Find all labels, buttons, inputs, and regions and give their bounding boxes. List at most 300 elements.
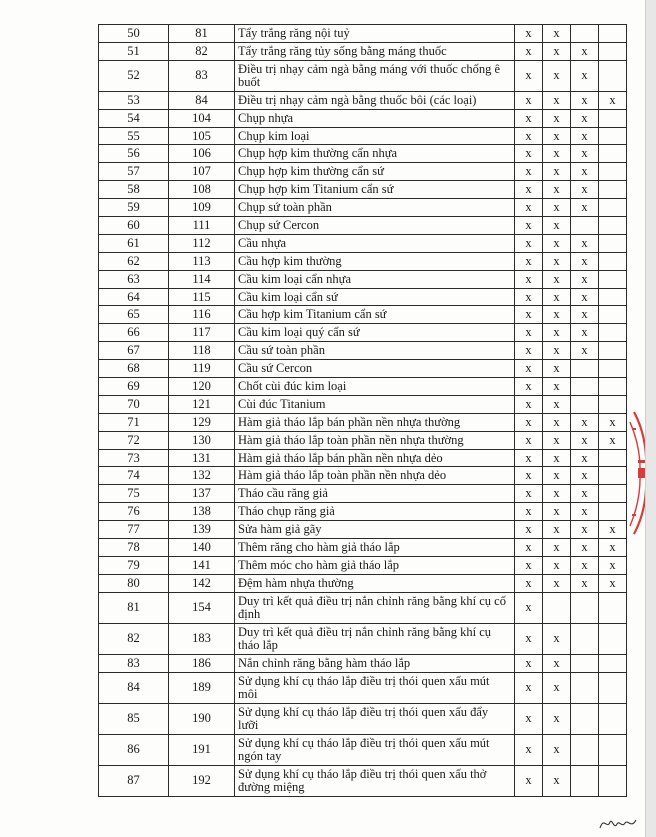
procedure-code: 190 <box>169 703 235 734</box>
procedure-name: Sử dụng khí cụ tháo lắp điều trị thói quen xấu mút ngón tay <box>235 734 515 765</box>
level-mark-4 <box>599 342 627 360</box>
level-mark-4: x <box>599 539 627 557</box>
procedure-name: Duy trì kết quả điều trị nắn chỉnh răng bằng khí cụ tháo lắp <box>235 623 515 654</box>
level-mark-4 <box>599 42 627 60</box>
level-mark-4 <box>599 592 627 623</box>
row-number: 79 <box>99 556 169 574</box>
table-row <box>99 623 627 654</box>
level-mark-1: x <box>515 181 543 199</box>
procedure-code: 183 <box>169 623 235 654</box>
table-row <box>99 360 627 378</box>
procedure-name: Chụp sứ toàn phần <box>235 199 515 217</box>
level-mark-1: x <box>515 145 543 163</box>
level-mark-4 <box>599 467 627 485</box>
level-mark-2: x <box>543 145 571 163</box>
table-row <box>99 217 627 235</box>
level-mark-3: x <box>571 574 599 592</box>
procedure-code: 154 <box>169 592 235 623</box>
level-mark-2: x <box>543 734 571 765</box>
level-mark-1: x <box>515 654 543 672</box>
level-mark-1: x <box>515 127 543 145</box>
procedure-name: Cầu hợp kim Titanium cẩn sứ <box>235 306 515 324</box>
procedure-name: Đệm hàm nhựa thường <box>235 574 515 592</box>
level-mark-3: x <box>571 109 599 127</box>
table-row <box>99 765 627 796</box>
level-mark-4 <box>599 270 627 288</box>
level-mark-2: x <box>543 395 571 413</box>
level-mark-3: x <box>571 270 599 288</box>
table-body <box>99 25 627 797</box>
level-mark-2: x <box>543 413 571 431</box>
level-mark-3: x <box>571 467 599 485</box>
procedure-name: Tẩy trắng răng tủy sống bằng máng thuốc <box>235 42 515 60</box>
row-number: 50 <box>99 25 169 43</box>
row-number: 75 <box>99 485 169 503</box>
level-mark-1: x <box>515 556 543 574</box>
level-mark-3 <box>571 395 599 413</box>
procedure-name: Chụp nhựa <box>235 109 515 127</box>
level-mark-4 <box>599 765 627 796</box>
level-mark-4: x <box>599 521 627 539</box>
right-edge-strip <box>645 0 656 837</box>
procedure-name: Chụp hợp kim Titanium cẩn sứ <box>235 181 515 199</box>
level-mark-3: x <box>571 306 599 324</box>
procedure-code: 84 <box>169 91 235 109</box>
level-mark-3: x <box>571 91 599 109</box>
level-mark-4 <box>599 623 627 654</box>
procedure-code: 107 <box>169 163 235 181</box>
level-mark-4 <box>599 360 627 378</box>
row-number: 59 <box>99 199 169 217</box>
level-mark-2: x <box>543 654 571 672</box>
level-mark-3 <box>571 360 599 378</box>
level-mark-2: x <box>543 306 571 324</box>
level-mark-3: x <box>571 288 599 306</box>
level-mark-2: x <box>543 109 571 127</box>
procedure-code: 137 <box>169 485 235 503</box>
level-mark-1: x <box>515 503 543 521</box>
level-mark-1: x <box>515 360 543 378</box>
level-mark-4: x <box>599 413 627 431</box>
level-mark-4: x <box>599 431 627 449</box>
procedure-code: 120 <box>169 378 235 396</box>
level-mark-4 <box>599 288 627 306</box>
level-mark-1: x <box>515 449 543 467</box>
procedure-code: 130 <box>169 431 235 449</box>
table-row <box>99 181 627 199</box>
level-mark-4 <box>599 734 627 765</box>
procedure-name: Tháo chụp răng giả <box>235 503 515 521</box>
procedure-code: 114 <box>169 270 235 288</box>
table-row <box>99 654 627 672</box>
level-mark-1: x <box>515 623 543 654</box>
procedure-name: Tháo cầu răng giả <box>235 485 515 503</box>
row-number: 54 <box>99 109 169 127</box>
level-mark-4: x <box>599 556 627 574</box>
procedure-code: 115 <box>169 288 235 306</box>
procedure-code: 83 <box>169 60 235 91</box>
procedure-name: Chụp hợp kim thường cẩn nhựa <box>235 145 515 163</box>
procedure-code: 112 <box>169 234 235 252</box>
procedure-code: 108 <box>169 181 235 199</box>
level-mark-1: x <box>515 467 543 485</box>
level-mark-3: x <box>571 234 599 252</box>
row-number: 80 <box>99 574 169 592</box>
level-mark-2: x <box>543 25 571 43</box>
level-mark-1: x <box>515 252 543 270</box>
table-row <box>99 60 627 91</box>
level-mark-3: x <box>571 42 599 60</box>
procedure-code: 111 <box>169 217 235 235</box>
level-mark-1: x <box>515 592 543 623</box>
level-mark-4 <box>599 25 627 43</box>
level-mark-2: x <box>543 467 571 485</box>
level-mark-1: x <box>515 521 543 539</box>
table-row <box>99 145 627 163</box>
procedure-code: 105 <box>169 127 235 145</box>
table-row <box>99 413 627 431</box>
row-number: 53 <box>99 91 169 109</box>
level-mark-2: x <box>543 288 571 306</box>
level-mark-3 <box>571 703 599 734</box>
level-mark-1: x <box>515 270 543 288</box>
row-number: 81 <box>99 592 169 623</box>
row-number: 61 <box>99 234 169 252</box>
table-row <box>99 342 627 360</box>
procedure-name: Điều trị nhạy cảm ngà bằng thuốc bôi (các loại) <box>235 91 515 109</box>
procedure-name: Sửa hàm giả gãy <box>235 521 515 539</box>
level-mark-2: x <box>543 163 571 181</box>
row-number: 62 <box>99 252 169 270</box>
level-mark-1: x <box>515 163 543 181</box>
row-number: 69 <box>99 378 169 396</box>
procedure-name: Chụp sứ Cercon <box>235 217 515 235</box>
row-number: 77 <box>99 521 169 539</box>
row-number: 87 <box>99 765 169 796</box>
level-mark-4 <box>599 324 627 342</box>
level-mark-4 <box>599 181 627 199</box>
level-mark-3: x <box>571 521 599 539</box>
level-mark-2: x <box>543 378 571 396</box>
level-mark-2: x <box>543 91 571 109</box>
procedure-table <box>98 24 627 797</box>
table-row <box>99 539 627 557</box>
table-row <box>99 395 627 413</box>
level-mark-3: x <box>571 199 599 217</box>
level-mark-2: x <box>543 217 571 235</box>
level-mark-3 <box>571 765 599 796</box>
level-mark-2: x <box>543 574 571 592</box>
table-row <box>99 574 627 592</box>
level-mark-1: x <box>515 395 543 413</box>
level-mark-1: x <box>515 109 543 127</box>
table-row <box>99 270 627 288</box>
procedure-name: Duy trì kết quả điều trị nắn chỉnh răng bằng khí cụ cố định <box>235 592 515 623</box>
level-mark-4 <box>599 703 627 734</box>
procedure-name: Hàm giả tháo lắp bán phần nền nhựa dẻo <box>235 449 515 467</box>
level-mark-1: x <box>515 378 543 396</box>
table-row <box>99 199 627 217</box>
procedure-code: 192 <box>169 765 235 796</box>
level-mark-4 <box>599 449 627 467</box>
table-row <box>99 306 627 324</box>
level-mark-1: x <box>515 234 543 252</box>
procedure-name: Cầu kim loại cẩn sứ <box>235 288 515 306</box>
procedure-name: Sử dụng khí cụ tháo lắp điều trị thói quen xấu mút môi <box>235 672 515 703</box>
level-mark-2: x <box>543 199 571 217</box>
level-mark-3 <box>571 623 599 654</box>
table-row <box>99 42 627 60</box>
level-mark-1: x <box>515 734 543 765</box>
level-mark-3 <box>571 734 599 765</box>
level-mark-1: x <box>515 485 543 503</box>
procedure-code: 131 <box>169 449 235 467</box>
procedure-code: 142 <box>169 574 235 592</box>
procedure-code: 116 <box>169 306 235 324</box>
level-mark-1: x <box>515 413 543 431</box>
level-mark-4 <box>599 163 627 181</box>
row-number: 64 <box>99 288 169 306</box>
table-row <box>99 521 627 539</box>
table-row <box>99 467 627 485</box>
row-number: 83 <box>99 654 169 672</box>
level-mark-2: x <box>543 127 571 145</box>
procedure-name: Chụp hợp kim thường cẩn sứ <box>235 163 515 181</box>
level-mark-2: x <box>543 181 571 199</box>
level-mark-2: x <box>543 485 571 503</box>
procedure-name: Cầu hợp kim thường <box>235 252 515 270</box>
level-mark-3: x <box>571 252 599 270</box>
level-mark-2: x <box>543 342 571 360</box>
procedure-name: Hàm giả tháo lắp toàn phần nền nhựa dẻo <box>235 467 515 485</box>
row-number: 52 <box>99 60 169 91</box>
level-mark-4 <box>599 60 627 91</box>
procedure-name: Hàm giả tháo lắp toàn phần nền nhựa thường <box>235 431 515 449</box>
procedure-code: 189 <box>169 672 235 703</box>
procedure-name: Chụp kim loại <box>235 127 515 145</box>
level-mark-3: x <box>571 485 599 503</box>
procedure-name: Nắn chỉnh răng bằng hàm tháo lắp <box>235 654 515 672</box>
level-mark-4 <box>599 127 627 145</box>
table-row <box>99 324 627 342</box>
level-mark-1: x <box>515 25 543 43</box>
level-mark-2: x <box>543 539 571 557</box>
table-row <box>99 288 627 306</box>
level-mark-4 <box>599 672 627 703</box>
row-number: 85 <box>99 703 169 734</box>
procedure-name: Thêm răng cho hàm giả tháo lắp <box>235 539 515 557</box>
row-number: 78 <box>99 539 169 557</box>
level-mark-2: x <box>543 60 571 91</box>
table-row <box>99 592 627 623</box>
level-mark-2: x <box>543 431 571 449</box>
table-row <box>99 485 627 503</box>
row-number: 66 <box>99 324 169 342</box>
level-mark-2: x <box>543 521 571 539</box>
level-mark-2: x <box>543 324 571 342</box>
procedure-code: 191 <box>169 734 235 765</box>
level-mark-2: x <box>543 234 571 252</box>
level-mark-2: x <box>543 503 571 521</box>
level-mark-4: x <box>599 91 627 109</box>
level-mark-2: x <box>543 449 571 467</box>
procedure-code: 118 <box>169 342 235 360</box>
handwritten-signature <box>598 812 638 834</box>
table-row <box>99 503 627 521</box>
table-row <box>99 703 627 734</box>
row-number: 70 <box>99 395 169 413</box>
row-number: 74 <box>99 467 169 485</box>
level-mark-2: x <box>543 360 571 378</box>
level-mark-2: x <box>543 42 571 60</box>
level-mark-3: x <box>571 539 599 557</box>
procedure-code: 117 <box>169 324 235 342</box>
level-mark-4 <box>599 654 627 672</box>
table-row <box>99 234 627 252</box>
procedure-name: Sử dụng khí cụ tháo lắp điều trị thói quen xấu thở đường miệng <box>235 765 515 796</box>
table-row <box>99 91 627 109</box>
level-mark-1: x <box>515 703 543 734</box>
procedure-code: 138 <box>169 503 235 521</box>
level-mark-1: x <box>515 199 543 217</box>
table-row <box>99 25 627 43</box>
level-mark-2: x <box>543 672 571 703</box>
row-number: 72 <box>99 431 169 449</box>
level-mark-1: x <box>515 217 543 235</box>
procedure-name: Cầu sứ toàn phần <box>235 342 515 360</box>
level-mark-4 <box>599 217 627 235</box>
procedure-name: Cùi đúc Titanium <box>235 395 515 413</box>
table-row <box>99 556 627 574</box>
level-mark-4 <box>599 503 627 521</box>
level-mark-4 <box>599 306 627 324</box>
procedure-name: Cầu nhựa <box>235 234 515 252</box>
row-number: 58 <box>99 181 169 199</box>
table-row <box>99 672 627 703</box>
level-mark-1: x <box>515 574 543 592</box>
level-mark-2 <box>543 592 571 623</box>
level-mark-4 <box>599 378 627 396</box>
procedure-name: Thêm móc cho hàm giả tháo lắp <box>235 556 515 574</box>
procedure-code: 82 <box>169 42 235 60</box>
procedure-name: Cầu kim loại cẩn nhựa <box>235 270 515 288</box>
level-mark-3: x <box>571 556 599 574</box>
level-mark-3 <box>571 592 599 623</box>
level-mark-3: x <box>571 181 599 199</box>
level-mark-1: x <box>515 342 543 360</box>
row-number: 82 <box>99 623 169 654</box>
table-row <box>99 734 627 765</box>
table-row <box>99 431 627 449</box>
procedure-code: 141 <box>169 556 235 574</box>
level-mark-3 <box>571 654 599 672</box>
table-row <box>99 163 627 181</box>
procedure-code: 129 <box>169 413 235 431</box>
row-number: 73 <box>99 449 169 467</box>
level-mark-3: x <box>571 449 599 467</box>
level-mark-3: x <box>571 324 599 342</box>
procedure-code: 139 <box>169 521 235 539</box>
row-number: 60 <box>99 217 169 235</box>
procedure-code: 121 <box>169 395 235 413</box>
level-mark-2: x <box>543 765 571 796</box>
table-row <box>99 449 627 467</box>
table-row <box>99 127 627 145</box>
row-number: 86 <box>99 734 169 765</box>
level-mark-4 <box>599 485 627 503</box>
level-mark-1: x <box>515 60 543 91</box>
procedure-code: 119 <box>169 360 235 378</box>
level-mark-3 <box>571 672 599 703</box>
level-mark-4 <box>599 395 627 413</box>
level-mark-4 <box>599 252 627 270</box>
level-mark-3: x <box>571 163 599 181</box>
procedure-code: 104 <box>169 109 235 127</box>
procedure-code: 113 <box>169 252 235 270</box>
procedure-name: Hàm giả tháo lắp bán phần nền nhựa thường <box>235 413 515 431</box>
level-mark-2: x <box>543 252 571 270</box>
procedure-name: Cầu kim loại quý cẩn sứ <box>235 324 515 342</box>
level-mark-3: x <box>571 60 599 91</box>
procedure-name: Cầu sứ Cercon <box>235 360 515 378</box>
procedure-name: Sử dụng khí cụ tháo lắp điều trị thói quen xấu đẩy lưỡi <box>235 703 515 734</box>
row-number: 84 <box>99 672 169 703</box>
level-mark-4 <box>599 234 627 252</box>
row-number: 51 <box>99 42 169 60</box>
level-mark-3: x <box>571 503 599 521</box>
level-mark-3 <box>571 378 599 396</box>
level-mark-4 <box>599 145 627 163</box>
level-mark-1: x <box>515 288 543 306</box>
level-mark-1: x <box>515 765 543 796</box>
level-mark-2: x <box>543 703 571 734</box>
level-mark-1: x <box>515 42 543 60</box>
procedure-name: Chốt cùi đúc kim loại <box>235 378 515 396</box>
row-number: 68 <box>99 360 169 378</box>
level-mark-3 <box>571 25 599 43</box>
table-row <box>99 252 627 270</box>
row-number: 55 <box>99 127 169 145</box>
row-number: 57 <box>99 163 169 181</box>
level-mark-4: x <box>599 574 627 592</box>
procedure-code: 140 <box>169 539 235 557</box>
level-mark-2: x <box>543 556 571 574</box>
level-mark-3 <box>571 217 599 235</box>
procedure-code: 81 <box>169 25 235 43</box>
level-mark-4 <box>599 199 627 217</box>
table-row <box>99 109 627 127</box>
procedure-code: 109 <box>169 199 235 217</box>
procedure-code: 106 <box>169 145 235 163</box>
level-mark-3: x <box>571 431 599 449</box>
row-number: 76 <box>99 503 169 521</box>
level-mark-3: x <box>571 413 599 431</box>
procedure-name: Tẩy trắng răng nội tuỷ <box>235 25 515 43</box>
level-mark-2: x <box>543 270 571 288</box>
level-mark-2: x <box>543 623 571 654</box>
level-mark-1: x <box>515 539 543 557</box>
level-mark-1: x <box>515 431 543 449</box>
row-number: 67 <box>99 342 169 360</box>
level-mark-4 <box>599 109 627 127</box>
level-mark-1: x <box>515 324 543 342</box>
row-number: 71 <box>99 413 169 431</box>
row-number: 56 <box>99 145 169 163</box>
level-mark-1: x <box>515 306 543 324</box>
level-mark-1: x <box>515 672 543 703</box>
level-mark-3: x <box>571 127 599 145</box>
procedure-name: Điều trị nhạy cảm ngà bằng máng với thuốc chống ê buốt <box>235 60 515 91</box>
